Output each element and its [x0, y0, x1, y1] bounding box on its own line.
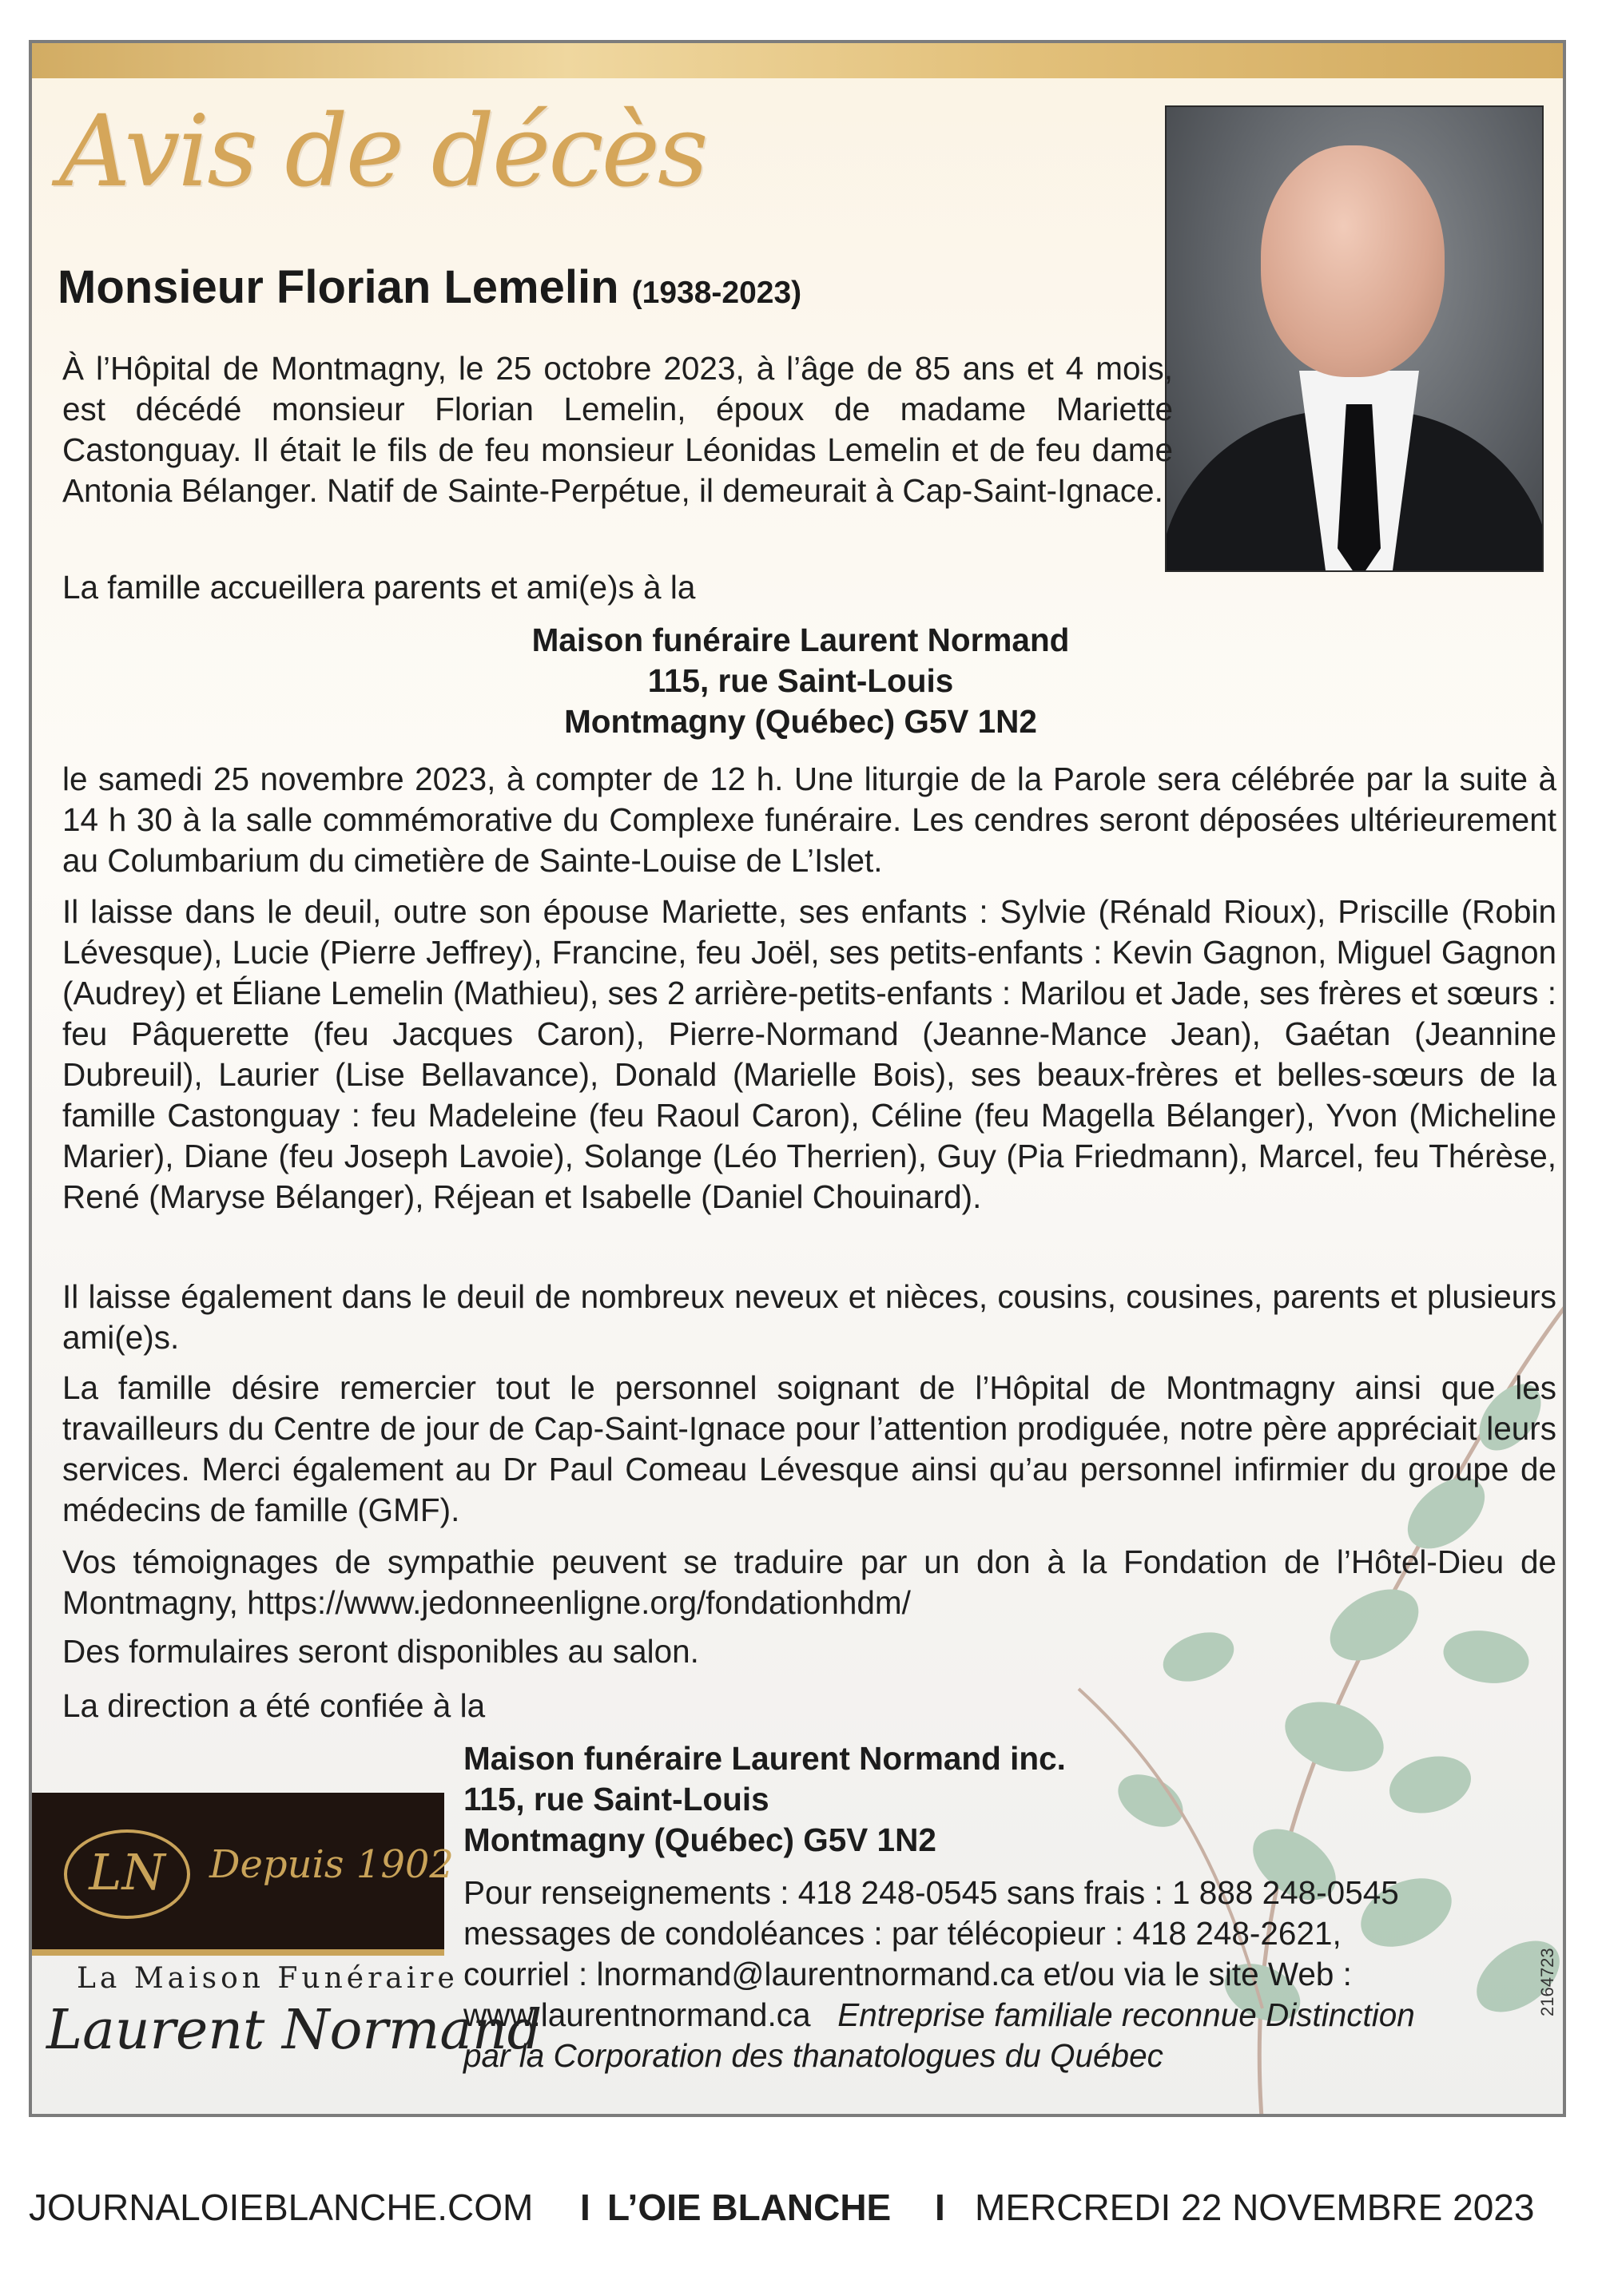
website-link[interactable]: www.laurentnormand.ca — [463, 1996, 811, 2033]
donations-paragraph: Vos témoignages de sympathie peuvent se traduire par un don à la Fondation de l’Hôtel-Dieu de Montmagny, https://www.jedonneenligne.org/fondationhdm/ — [62, 1543, 1556, 1621]
deceased-years: (1938-2023) — [631, 276, 802, 310]
deceased-name-line — [58, 260, 801, 314]
logo-line2: Laurent Normand — [46, 1999, 543, 2062]
footer-site: JOURNALOIEBLANCHE.COM — [29, 2187, 534, 2228]
obituary-notice — [29, 40, 1566, 2117]
intro-paragraph: À l’Hôpital de Montmagny, le 25 octobre 2023, à l’âge de 85 ans et 4 mois, est décédé monsieur Florian Lemelin, époux de madame Mariette Castonguay. Il était le fils de feu monsieur Léonidas Lemelin et de feu dame Antonia Bélanger. Natif de Sainte-Perpétue, il demeurait à Cap-Saint-Ignace. — [62, 350, 1173, 509]
contact-phone: Pour renseignements : 418 248-0545 sans frais : 1 888 248-0545 — [463, 1874, 1399, 1911]
address-line: Montmagny (Québec) G5V 1N2 — [463, 1821, 936, 1858]
deceased-name: Monsieur Florian Lemelin — [58, 261, 619, 313]
address-line: Maison funéraire Laurent Normand inc. — [463, 1740, 1066, 1777]
address-line: Maison funéraire Laurent Normand — [531, 622, 1070, 658]
footer-paper-name: L’OIE BLANCHE — [607, 2187, 892, 2228]
footer-date: MERCREDI 22 NOVEMBRE 2023 — [975, 2187, 1535, 2228]
contact-email: courriel : lnormand@laurentnormand.ca et/ou via le site Web : — [463, 1956, 1352, 1992]
logo-line1: La Maison Funéraire — [77, 1962, 459, 1995]
contact-info — [463, 1873, 1415, 2076]
funeral-home-address — [463, 1738, 1066, 1861]
ln-monogram: LN — [64, 1829, 190, 1919]
service-paragraph: le samedi 25 novembre 2023, à compter de 12 h. Une liturgie de la Parole sera célébrée par la suite à 14 h 30 à la salle commémorative du Complexe funéraire. Les cendres seront déposées ultérieurement au Columbarium du cimetière de Sainte-Louise de L’Islet. — [62, 761, 1556, 879]
ad-code: 2164723 — [1537, 1948, 1557, 2016]
distinction-text: Entreprise familiale reconnue Distinction — [837, 1996, 1415, 2033]
page-footer — [29, 2186, 1566, 2234]
deceased-photo — [1165, 105, 1544, 572]
address-line: 115, rue Saint-Louis — [463, 1781, 769, 1817]
visitation-address — [32, 620, 1566, 742]
contact-fax: messages de condoléances : par télécopieur : 418 248-2621, — [463, 1915, 1342, 1952]
address-line: 115, rue Saint-Louis — [647, 662, 954, 699]
funeral-home-logo — [32, 1793, 454, 1956]
footer-separator: I — [580, 2187, 590, 2228]
photo-face — [1261, 145, 1445, 377]
thanks-paragraph: La famille désire remercier tout le personnel soignant de l’Hôpital de Montmagny ainsi que les travailleurs du Centre de jour de Cap-Saint-Ignace pour l’attention prodiguée, notre père appréciait leurs services. Merci également au Dr Paul Comeau Lévesque ainsi qu’au personnel infirmier du groupe de médecins de famille (GMF). — [62, 1369, 1556, 1528]
footer-separator: I — [935, 2187, 945, 2228]
logo-depuis: Depuis 1902 — [209, 1842, 454, 1887]
mourners-extended-paragraph: Il laisse également dans le deuil de nombreux neveux et nièces, cousins, cousines, parents et plusieurs ami(e)s. — [62, 1278, 1556, 1356]
gold-header-bar — [32, 43, 1563, 78]
distinction-text-2: par la Corporation des thanatologues du Québec — [463, 2037, 1163, 2074]
welcome-paragraph: La famille accueillera parents et ami(e)s à la — [62, 569, 696, 606]
direction-paragraph: La direction a été confiée à la — [62, 1687, 486, 1724]
mourners-paragraph: Il laisse dans le deuil, outre son épouse Mariette, ses enfants : Sylvie (Rénald Rioux), Priscille (Robin Lévesque), Lucie (Pierre Jeffrey), Francine, feu Joël, ses petits-enfants : Kevin Gagnon, Miguel Gagnon (Audrey) et Éliane Lemelin (Mathieu), ses 2 arrière-petits-enfants : Marilou et Jade, ses frères et sœurs : feu Pâquerette (feu Jacques Caron), Pierre-Normand (Jeanne-Mance Jean), Gaétan (Jeannine Dubreuil), Laurier (Lise Bellavance), Donald (Marielle Bois), ses beaux-frères et belles-sœurs de la famille Castonguay : feu Madeleine (feu Raoul Caron), Céline (feu Magella Bélanger), Yvon (Micheline Marier), Diane (feu Joseph Lavoie), Solange (Léo Therrien), Guy (Pia Friedmann), Marcel, feu Thérèse, René (Maryse Bélanger), Réjean et Isabelle (Daniel Chouinard). — [62, 893, 1556, 1215]
address-line: Montmagny (Québec) G5V 1N2 — [564, 703, 1037, 740]
notice-heading: Avis de décès — [59, 94, 706, 209]
forms-paragraph: Des formulaires seront disponibles au salon. — [62, 1633, 699, 1670]
